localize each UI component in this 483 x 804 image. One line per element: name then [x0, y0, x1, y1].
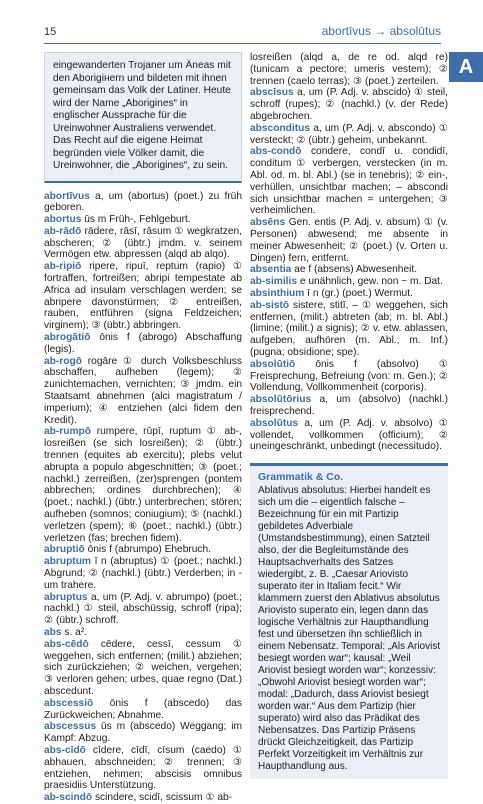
entry-definition: a, um (abortus) (poet.) zu früh geboren. — [44, 190, 242, 214]
entry-lemma[interactable]: abruptiō — [44, 544, 85, 556]
left-column — [44, 52, 242, 804]
entry-lemma[interactable]: absinthium — [250, 287, 305, 299]
entry-lemma[interactable]: absconditus — [250, 122, 311, 134]
entry-definition: ōnis f (abrogo) Abschaffung (legis). — [44, 332, 242, 355]
dictionary-entry — [250, 288, 448, 300]
entry-lemma[interactable]: ab-scindō — [44, 792, 93, 804]
dictionary-entry — [250, 264, 448, 276]
left-entries — [44, 191, 242, 804]
entry-lemma[interactable]: ab-sistō — [250, 299, 290, 311]
entry-definition: sistere, stitī, – ① weggehen, sich entfernen, (milit.) abtreten (ab; m. bl. Abl.) (limine; (milit.) a signis); ② v. etw. ablassen, aufgeben, aufhören (m. Abl.; m. Inf.) (pugna; obsidione; spe). — [250, 299, 448, 358]
dictionary-entry — [44, 214, 242, 226]
entry-lemma[interactable]: ab-rumpō — [44, 426, 91, 438]
entry-lemma[interactable]: abruptus — [44, 591, 88, 603]
entry-definition: Gen. entis (P. Adj. v. absum) ① (v. Personen) abwesend; me absente in meiner Abwesenheit; ② (poet.) (v. Orten u. Dingen) fern, entfernt. — [250, 217, 448, 264]
entry-lemma[interactable]: abortīvus — [44, 190, 90, 202]
dictionary-entry — [44, 592, 242, 627]
entry-lemma[interactable]: ab-rādō — [44, 225, 82, 237]
entry-lemma[interactable]: ab-similis — [250, 276, 297, 288]
dictionary-entry — [250, 359, 448, 394]
entry-lemma[interactable]: ab-rogō — [44, 355, 82, 367]
entry-definition: rogāre ① durch Volksbeschluss abschaffen, aufheben (legem); ② zunichtemachen, vernichten; ③ jmdm. ein Staatsamt abnehmen (alci magistratum / imperium); ④ entziehen (alci fidem den Kredit). — [44, 355, 242, 426]
dictionary-entry — [44, 356, 242, 427]
grammar-box — [250, 463, 448, 779]
guide-words: abortīvus → absolūtus — [321, 24, 441, 38]
entry-lemma[interactable]: absolūtōrius — [250, 394, 312, 406]
dictionary-entry — [250, 300, 448, 359]
dictionary-entry — [44, 226, 242, 261]
entry-definition: e unähnlich, gew. non ~ m. Dat. — [297, 276, 443, 288]
dictionary-entry — [250, 52, 448, 87]
dictionary-entry — [44, 332, 242, 356]
entry-definition: a, um (P. Adj. v. abrumpo) (poet.; nachkl.) ① steil, abschüssig, schroff (ripa); ② (übtr.) schroff. — [44, 591, 242, 627]
page-number: 15 — [44, 26, 57, 38]
entry-definition: rumpere, rūpī, ruptum ① ab-, losreißen (se sich losreißen); ② (übtr.) trennen (equites ab exercitu); plebs velut abrupta a populo abgeschnitten; ③ (poet.; nachkl.) zerreißen, (zer)sprengen (pontem abbrechen; ordines durchbrechen); ④ (poet.; nachkl.) (übtr.) unterbrechen; stören; aufheben (somnos; coniugium); ⑤ (nachkl.) verletzen (spem); ⑥ (poet.; nachkl.) (übtr.) verletzen (fas; brechen fidem). — [44, 426, 242, 544]
dictionary-entry — [44, 745, 242, 792]
dictionary-entry — [250, 146, 448, 217]
entry-lemma[interactable]: absentia — [250, 264, 292, 276]
entry-lemma[interactable]: abscessiō — [44, 697, 94, 709]
entry-lemma[interactable]: abs-cīdō — [44, 744, 86, 756]
info-box: eingewanderten Trojaner um Äneas mit den Aborigінern und bildeten mit ihnen gemeinsam das Volk der Latiner. Heute wird der Name „Aborigines“ in englischer Aussprache für die Ureinwohner Australiens verwendet. Das Recht auf die eigene Heimat begründen viele Völker damit, die Ureinwohner, die „Aborigines“, zu sein. — [44, 52, 242, 183]
dictionary-entry — [44, 544, 242, 556]
dictionary-entry — [250, 418, 448, 453]
dictionary-entry — [250, 276, 448, 288]
entry-definition: a, um (P. Adj. v. absolvo) ① vollendet, vollkommen (officium); ② uneingeschränkt, unbedingt (necessitudo). — [250, 417, 448, 453]
entry-definition: scindere, scidī, scissum ① ab- — [92, 792, 233, 804]
entry-definition: cīdere, cīdī, cīsum (caedo) ① abhauen, abschneiden; ② trennen; ③ entziehen, nehmen; abscisis omnibus praesidiis Unterstützung. — [44, 744, 242, 792]
entry-definition: ōnis f (abrumpo) Ehebruch. — [84, 544, 212, 556]
entry-definition: ripere, ripuī, reptum (rapio) ① fortraffen, fortreißen; abripi tempestate ab Africa ad insulam verschlagen werden; se abripere davonstürmen; ② entreißen, rauben, entführen (signa Feldzeichen; virginem); ③ (übtr.) abbringen. — [44, 261, 242, 332]
grammar-body: Ablativus absolutus: Hierbei handelt es sich um die – eigentlich falsche – Bezeichnung für ein mit Partizip gebildetes Adverbiale (Umstandsbestimmung), einen Satzteil also, der die Begleitumstände des Hauptsachverhalts des Satzes wiedergibt, z. B. „Caesar Ariovisto superato iter in Italiam fecit.“ Wir klammern zuerst den Ablativus absolutus Ariovisto superato ein, legen dann das logische Verhältnis zur Haupthandlung fest und übersetzen ihn schließlich in einem Nebensatz. Temporal: „Als Ariovist besiegt worden war“; kausal: „Weil Ariovist besiegt worden war“; konzessiv: „Obwohl Ariovist besiegt worden war“; modal: „Dadurch, dass Ariovist besiegt worden war.“ Aus dem Partizip (hier superato) wird also das Prädikat des Nebensatzes. Das Partizip Präsens drückt Gleichzeitigkeit, das Partizip Perfekt Vorzeitigkeit im Verhältnis zur Haupthandlung aus. — [258, 485, 441, 773]
dictionary-entry — [44, 639, 242, 698]
entry-lemma[interactable]: absolūtiō — [250, 358, 296, 370]
dictionary-entry — [44, 426, 242, 544]
dictionary-entry — [44, 627, 242, 639]
dictionary-entry — [44, 191, 242, 215]
entry-definition: a, um (P. Adj. v. abscido) ① steil, schroff (rupes); ② (nachkl.) (v. der Rede) abgebrochen. — [250, 87, 448, 122]
right-column — [250, 52, 448, 779]
entry-definition: ī n (abruptus) ① (poet.; nachkl.) Abgrund; ② (nachkl.) (übtr.) Verderben; in -um trahere. — [44, 556, 242, 591]
grammar-title: Grammatik & Co. — [258, 471, 344, 484]
entry-lemma[interactable]: abscessus — [44, 721, 97, 733]
dictionary-entry — [250, 394, 448, 418]
entry-lemma[interactable]: abruptum — [44, 556, 91, 568]
entry-definition: losreißen (alqd a, de re od. alqd re) (tunicam a pectore; umeris vestem); ② trennen (caelo terras); ③ (poet.) zerteilen. — [250, 52, 448, 87]
entry-definition: rādere, rāsī, rāsum ① wegkratzen, abscheren; ② (übtr.) jmdm. v. seinem Vermögen etw. abpressen (alqd ab alqo). — [44, 225, 242, 261]
entry-definition: ōnis f (absolvo) ① Freisprechung, Befreiung (von: m. Gen.); ② Vollendung, Vollkommenheit (corporis). — [250, 358, 448, 394]
dictionary-entry — [44, 721, 242, 745]
entry-definition: ūs m Früh-, Fehlgeburt. — [81, 214, 191, 226]
entry-definition: ōnis f (abscedo) das Zurückweichen; Abnahme. — [44, 697, 242, 721]
entry-definition: ī n (gr.) (poet.) Wermut. — [304, 287, 413, 299]
entry-lemma[interactable]: abs-condō — [250, 146, 302, 158]
entry-lemma[interactable]: absolūtus — [250, 417, 299, 429]
entry-definition: ae f (absens) Abwesenheit. — [291, 264, 418, 276]
right-entries — [250, 52, 448, 453]
entry-lemma[interactable]: abscīsus — [250, 87, 294, 99]
entry-definition: cēdere, cessī, cessum ① weggehen, sich entfernen; (milit.) abziehen; sich zurückziehen; ② weichen, vergehen; ③ verloren gehen; urbes, quae regno (Dat.) abscedunt. — [44, 638, 242, 697]
dictionary-entry — [250, 87, 448, 122]
entry-lemma[interactable]: absēns — [250, 217, 286, 229]
dictionary-entry — [44, 556, 242, 591]
dictionary-entry — [250, 217, 448, 264]
entry-lemma[interactable]: abs-cēdō — [44, 638, 89, 650]
entry-definition: s. a². — [61, 626, 88, 638]
entry-lemma[interactable]: abortus — [44, 214, 82, 226]
entry-definition: ūs m (abscedo) Weggang; im Kampf: Abzug. — [44, 721, 242, 745]
dictionary-entry — [44, 792, 242, 804]
entry-definition: condere, condī u. condidī, conditum ① verbergen, verstecken (in m. Abl. od. m. bl. Abl.) (se in tenebris); ② ein-, verhüllen, unsichtbar machen; – abscondi sich unsichtbar machen = untergehen; ③ verheimlichen. — [250, 146, 448, 217]
dictionary-entry — [44, 698, 242, 722]
header-rule — [44, 43, 441, 44]
dictionary-entry — [250, 123, 448, 147]
entry-definition: a, um (P. Adj. v. abscondo) ① versteckt; ② (übtr.) geheim, unbekannt. — [250, 122, 448, 146]
entry-definition: a, um (absolvo) (nachkl.) freisprechend. — [250, 394, 448, 417]
entry-lemma[interactable]: ab-ripiō — [44, 261, 82, 273]
dictionary-entry — [44, 261, 242, 332]
letter-tab[interactable]: A — [449, 52, 483, 82]
entry-lemma[interactable]: abrogātiō — [44, 332, 91, 344]
entry-lemma[interactable]: abs — [44, 626, 62, 638]
page-header — [0, 0, 483, 42]
